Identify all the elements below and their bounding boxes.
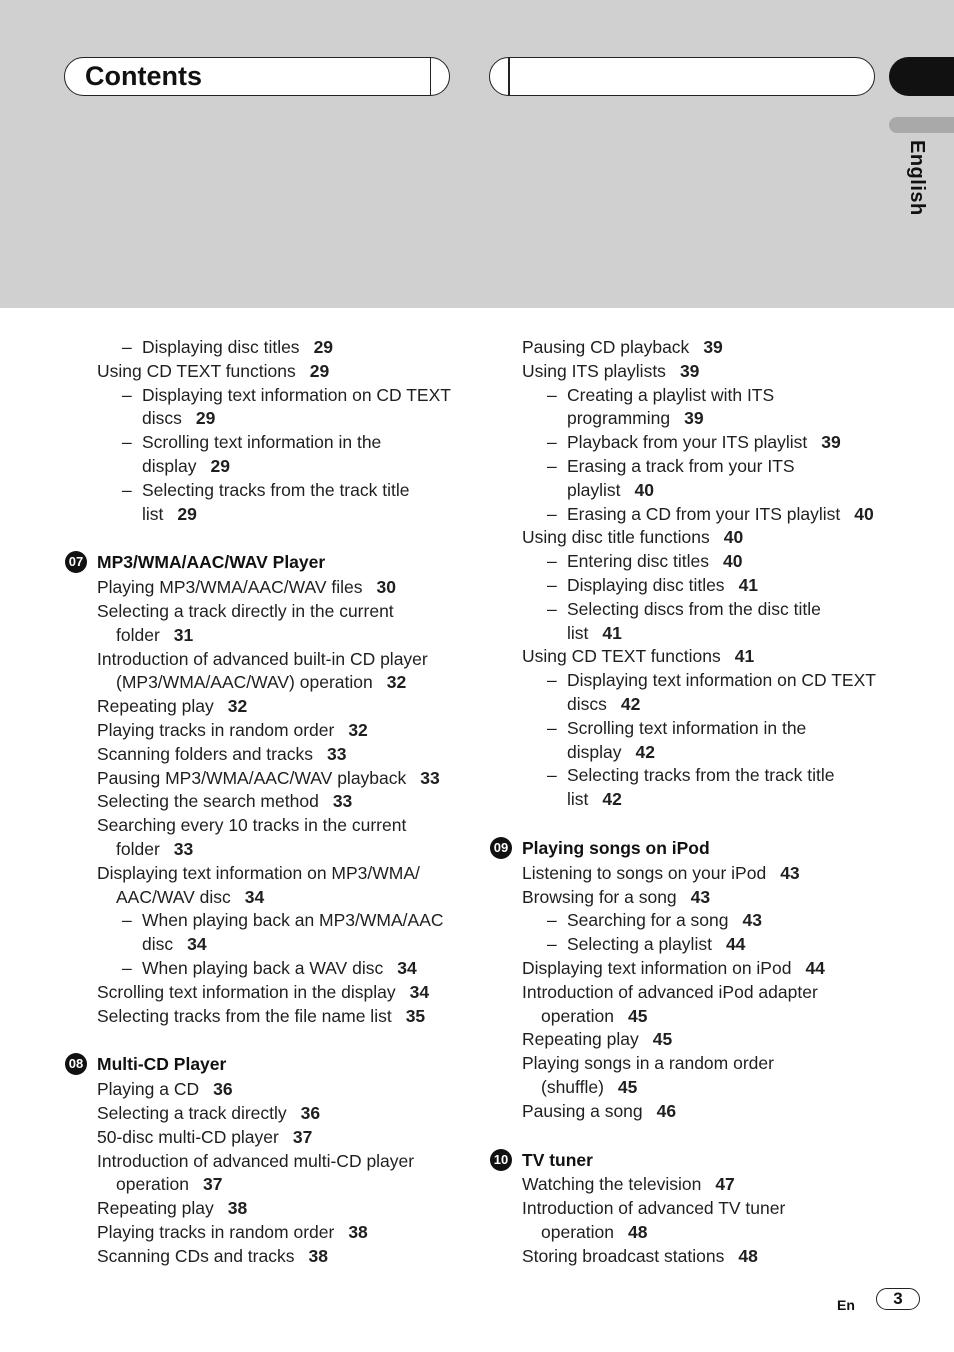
toc-entry-text: Playing MP3/WMA/AAC/WAV files [97,577,363,598]
page-ref: 33 [332,791,353,812]
page-ref: 43 [780,862,800,883]
page-ref: 43 [742,910,762,931]
toc-subitem[interactable] [142,909,444,931]
toc-entry-continuation[interactable] [116,1173,222,1195]
toc-item[interactable] [97,790,352,812]
toc-entry-text: playlist [567,479,621,500]
toc-entry-text: disc [142,934,174,955]
toc-entry-text: Selecting a track directly [97,1103,287,1123]
page-ref: 29 [177,503,197,524]
toc-entry-text: Displaying text information on CD TEXT [142,384,451,405]
toc-item[interactable] [522,336,723,358]
toc-entry-continuation[interactable] [567,788,622,810]
page-ref: 36 [300,1103,321,1123]
toc-entry-text: Introduction of advanced built-in CD player [97,648,428,669]
toc-item[interactable] [522,1100,676,1122]
toc-entry-text: Erasing a track from your ITS [567,456,795,476]
toc-entry-text: Entering disc titles [567,551,710,572]
toc-entry-continuation[interactable] [541,1076,637,1098]
toc-entry-continuation[interactable] [142,407,215,429]
page-ref: 36 [213,1079,233,1100]
toc-entry-text: Pausing MP3/WMA/AAC/WAV playback [97,767,407,788]
toc-subitem[interactable] [567,598,821,620]
page-ref: 48 [627,1222,648,1242]
toc-entry-text: Playing songs in a random order [522,1053,774,1074]
toc-item[interactable] [97,648,428,670]
page-ref: 44 [805,958,825,978]
toc-subitem[interactable] [567,574,758,596]
section-number-badge: 09 [490,837,512,859]
page-number: 3 [876,1288,920,1310]
page-ref: 48 [738,1245,758,1266]
toc-entry-text: display [567,741,622,762]
toc-subitem[interactable] [142,336,333,358]
subitem-dash: – [547,456,557,476]
toc-subitem[interactable] [567,717,806,739]
page-ref: 42 [620,694,641,714]
toc-subitem[interactable] [567,933,745,955]
toc-entry-text: Introduction of advanced TV tuner [522,1198,786,1219]
toc-subitem[interactable] [567,550,742,572]
toc-entry-text: Using disc title functions [522,527,710,548]
toc-item[interactable] [97,1221,368,1243]
subitem-dash: – [547,765,557,786]
toc-subitem[interactable] [142,384,451,406]
toc-entry-text: When playing back a WAV disc [142,958,384,978]
toc-item[interactable] [97,695,247,717]
page-ref: 42 [635,741,655,762]
toc-entry-text: Repeating play [522,1029,639,1050]
section-heading[interactable]: Playing songs on iPod [522,838,710,858]
toc-entry-text: Using ITS playlists [522,360,666,381]
toc-item[interactable] [97,862,420,884]
page-ref: 42 [602,789,622,810]
subitem-dash: – [122,384,132,405]
title-box-divider [430,58,432,95]
toc-entry-text: Selecting tracks from the file name list [97,1005,392,1026]
page-title: Contents [85,61,202,91]
toc-entry-text: Scanning CDs and tracks [97,1245,295,1266]
toc-entry-continuation[interactable] [541,1005,647,1027]
page-ref: 45 [627,1005,648,1026]
toc-entry-text: list [142,503,164,524]
toc-entry-text: Displaying disc titles [142,337,300,357]
subitem-dash: – [547,670,557,691]
toc-entry-text: operation [541,1222,614,1242]
page-ref: 41 [734,646,755,667]
toc-entry-text: discs [567,694,607,714]
toc-entry-text: folder [116,624,160,645]
toc-entry-text: Searching for a song [567,910,729,931]
toc-item[interactable] [522,862,800,884]
toc-entry-text: Storing broadcast stations [522,1245,725,1266]
toc-entry-text: Selecting a playlist [567,934,712,955]
toc-entry-text: Pausing a song [522,1100,643,1121]
toc-item[interactable] [522,645,754,667]
subitem-dash: – [122,432,132,453]
toc-entry-text: discs [142,408,182,429]
toc-item[interactable] [522,886,710,908]
section-heading[interactable]: Multi-CD Player [97,1054,227,1075]
toc-item[interactable] [522,957,825,979]
section-heading[interactable]: MP3/WMA/AAC/WAV Player [97,552,326,573]
page-ref: 35 [405,1005,426,1026]
toc-entry-text: Browsing for a song [522,886,677,907]
page-ref: 39 [703,337,723,357]
toc-item[interactable] [97,1005,425,1027]
page-ref: 29 [313,337,334,357]
page-ref: 37 [292,1126,313,1147]
toc-entry-text: (shuffle) [541,1077,604,1097]
toc-entry-text: programming [567,408,671,429]
page-ref: 29 [309,360,330,381]
toc-entry-text: Repeating play [97,696,214,717]
toc-entry-text: Playing tracks in random order [97,1222,335,1242]
toc-entry-text: Playing a CD [97,1079,200,1100]
toc-item[interactable] [522,526,743,548]
toc-entry-text: operation [541,1005,614,1026]
toc-subitem[interactable] [567,503,874,525]
page-ref: 38 [348,1222,368,1242]
subitem-dash: – [122,910,132,931]
toc-entry-text: Introduction of advanced multi-CD player [97,1150,415,1171]
language-tab [889,117,954,133]
toc-entry-text: Displaying text information on CD TEXT [567,670,876,691]
toc-entry-text: Selecting discs from the disc title [567,598,821,619]
toc-item[interactable] [522,1028,672,1050]
toc-entry-continuation[interactable] [567,622,622,644]
toc-entry-text: Listening to songs on your iPod [522,862,767,883]
toc-item[interactable] [522,1052,774,1074]
toc-entry-text: Erasing a CD from your ITS playlist [567,503,841,524]
toc-item[interactable] [97,981,429,1003]
page-ref: 47 [715,1174,735,1195]
toc-entry-text: Scrolling text information in the [567,717,807,738]
page-ref: 33 [420,767,440,788]
page-ref: 41 [602,622,622,643]
page-ref: 39 [679,360,700,381]
page-ref: 46 [656,1100,677,1121]
toc-entry-text: Repeating play [97,1198,214,1219]
section-heading[interactable]: TV tuner [522,1149,593,1170]
page-ref: 40 [854,503,874,524]
toc-subitem[interactable] [567,455,795,477]
toc-item[interactable] [522,1173,735,1195]
toc-entry-text: Scrolling text information in the display [97,981,396,1002]
toc-item[interactable] [97,1245,328,1267]
toc-entry-text: Selecting tracks from the track title [142,479,410,500]
subitem-dash: – [547,503,557,524]
subitem-dash: – [547,384,557,405]
header-band [0,0,954,308]
section-number-badge: 07 [65,551,87,573]
toc-subitem[interactable] [567,669,876,691]
toc-entry-text: Using CD TEXT functions [97,360,296,381]
toc-item[interactable] [97,814,406,836]
toc-entry-text: Introduction of advanced iPod adapter [522,981,818,1002]
page-ref: 32 [386,672,407,693]
toc-entry-text: display [142,456,197,476]
toc-entry-text: list [567,789,589,810]
toc-entry-text: Searching every 10 tracks in the current [97,815,407,836]
page-ref: 32 [348,720,368,740]
page-ref: 44 [725,934,746,955]
page-ref: 32 [227,696,248,717]
toc-entry-continuation[interactable] [567,693,640,715]
page-ref: 37 [202,1174,223,1195]
subitem-dash: – [122,337,132,357]
toc-item[interactable] [522,1197,785,1219]
page-ref: 39 [684,408,704,429]
toc-item[interactable] [97,1150,414,1172]
page-ref: 40 [723,527,744,548]
page-ref: 40 [634,479,654,500]
page-ref: 34 [397,958,417,978]
section-number-badge: 10 [490,1149,512,1171]
subitem-dash: – [122,479,132,500]
toc-item[interactable] [97,1078,233,1100]
page-ref: 43 [690,886,711,907]
toc-entry-continuation[interactable] [116,838,193,860]
subitem-dash: – [547,934,557,955]
toc-entry-text: Scrolling text information in the [142,432,382,453]
page-ref: 45 [652,1029,673,1050]
toc-entry-text: 50-disc multi-CD player [97,1126,279,1147]
toc-entry-text: Displaying disc titles [567,575,725,595]
toc-entry-text: Pausing CD playback [522,337,690,357]
toc-entry-continuation[interactable] [142,455,230,477]
page-ref: 31 [173,624,194,645]
page-ref: 39 [821,432,841,453]
toc-item[interactable] [97,1126,312,1148]
toc-entry-text: AAC/WAV disc [116,886,231,907]
page-ref: 33 [326,743,347,764]
toc-entry-text: Using CD TEXT functions [522,646,721,667]
toc-entry-continuation[interactable] [142,503,197,525]
toc-entry-text: (MP3/WMA/AAC/WAV) operation [116,672,373,693]
page-ref: 38 [227,1198,248,1219]
toc-item[interactable] [97,1102,320,1124]
toc-item[interactable] [97,767,440,789]
toc-entry-continuation[interactable] [116,671,406,693]
page-ref: 29 [195,408,216,429]
subitem-dash: – [547,910,557,931]
toc-item[interactable] [522,981,818,1003]
toc-entry-text: Watching the television [522,1174,702,1195]
toc-entry-text: Selecting the search method [97,791,319,812]
subitem-dash: – [547,551,557,572]
toc-item[interactable] [522,360,699,382]
toc-subitem[interactable] [567,384,774,406]
toc-entry-continuation[interactable] [567,407,704,429]
toc-item[interactable] [97,719,368,741]
page-ref: 29 [210,456,230,476]
toc-entry-text: When playing back an MP3/WMA/AAC [142,910,444,931]
toc-item[interactable] [522,1245,758,1267]
language-label: English [906,140,928,216]
page-ref: 34 [409,981,430,1002]
toc-entry-text: list [567,622,589,643]
toc-entry-continuation[interactable] [116,624,193,646]
page-ref: 30 [376,577,396,598]
toc-entry-text: Displaying text information on iPod [522,958,792,978]
blank-header-box [489,57,875,96]
page-ref: 45 [617,1077,638,1097]
toc-entry-continuation[interactable] [142,933,207,955]
section-tab [889,57,954,96]
blank-box-divider [508,58,510,95]
toc-entry-text: Selecting tracks from the track title [567,765,835,786]
subitem-dash: – [547,432,557,453]
toc-item[interactable] [97,1197,247,1219]
page-ref: 33 [173,839,194,859]
toc-subitem[interactable] [142,479,409,501]
toc-item[interactable] [97,576,396,598]
toc-entry-text: Selecting a track directly in the current [97,601,394,621]
toc-item[interactable] [97,600,394,622]
footer-language-code: En [837,1297,855,1313]
toc-entry-text: Playback from your ITS playlist [567,432,808,453]
toc-subitem[interactable] [567,909,762,931]
page-ref: 34 [244,886,265,907]
page-ref: 38 [308,1245,328,1266]
page-ref: 41 [738,575,759,595]
toc-entry-text: Playing tracks in random order [97,720,335,740]
toc-subitem[interactable] [567,431,841,453]
toc-entry-text: operation [116,1174,189,1195]
toc-item[interactable] [97,743,346,765]
toc-entry-continuation[interactable] [116,886,264,908]
section-number-badge: 08 [65,1053,87,1075]
subitem-dash: – [547,717,557,738]
subitem-dash: – [122,958,132,978]
toc-item[interactable] [97,360,329,382]
title-box [64,57,450,96]
toc-entry-continuation[interactable] [541,1221,647,1243]
subitem-dash: – [547,575,557,595]
toc-entry-text: folder [116,839,160,859]
toc-entry-text: Scanning folders and tracks [97,743,313,764]
toc-entry-continuation[interactable] [567,741,655,763]
toc-subitem[interactable] [142,957,417,979]
toc-subitem[interactable] [142,431,381,453]
toc-entry-continuation[interactable] [567,479,654,501]
subitem-dash: – [547,598,557,619]
toc-entry-text: Displaying text information on MP3/WMA/ [97,862,420,883]
page-ref: 40 [723,551,743,572]
toc-subitem[interactable] [567,764,834,786]
toc-entry-text: Creating a playlist with ITS [567,384,775,405]
page-ref: 34 [187,934,207,955]
